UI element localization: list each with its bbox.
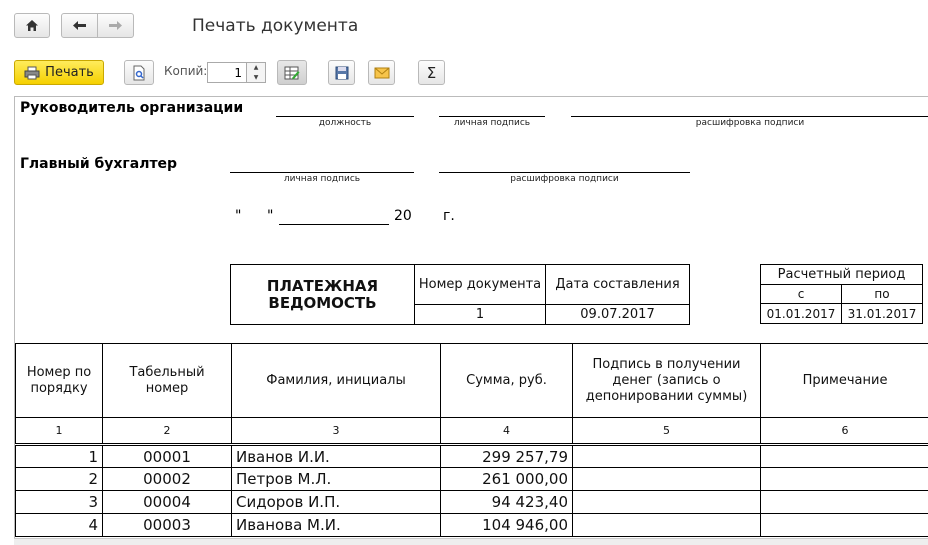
row-sum: 261 000,00 xyxy=(440,467,573,491)
row-name: Петров М.Л. xyxy=(231,467,441,491)
back-button[interactable] xyxy=(61,13,98,38)
row-sum: 104 946,00 xyxy=(440,513,573,537)
chief-decoding-line xyxy=(439,172,690,173)
row-signature xyxy=(572,467,761,491)
period-from-value: 01.01.2017 xyxy=(760,303,842,324)
caption-chief-signature: личная подпись xyxy=(283,174,361,184)
window-title: Печать документа xyxy=(192,16,359,36)
sum-button[interactable] xyxy=(418,60,445,85)
col-number-1: 1 xyxy=(15,417,103,444)
date-value: 09.07.2017 xyxy=(545,304,690,325)
head-decoding-line xyxy=(571,116,928,117)
row-tab: 00002 xyxy=(102,467,232,491)
date-label: Дата составления xyxy=(545,264,690,305)
col-header-2: Табельный номер xyxy=(102,343,232,418)
header-title: ПЛАТЕЖНАЯ ВЕДОМОСТЬ xyxy=(230,264,415,325)
floppy-disk-icon xyxy=(335,66,349,80)
print-button-label: Печать xyxy=(45,65,94,80)
row-tab: 00003 xyxy=(102,513,232,537)
col-number-2: 2 xyxy=(102,417,232,444)
caption-head-decoding: расшифровка подписи xyxy=(695,118,805,128)
printer-icon xyxy=(24,66,40,80)
col-header-6: Примечание xyxy=(760,343,928,418)
head-position-line xyxy=(276,116,414,117)
period-to-label: по xyxy=(841,284,923,304)
caption-chief-decoding: расшифровка подписи xyxy=(510,174,619,184)
row-note xyxy=(760,467,928,491)
row-name: Сидоров И.П. xyxy=(231,490,441,514)
row-signature xyxy=(572,490,761,514)
date-quote-close: " xyxy=(267,208,274,224)
doc-number-value: 1 xyxy=(414,304,546,325)
caption-position: должность xyxy=(318,118,372,128)
preview-button[interactable] xyxy=(124,60,154,85)
copies-stepper[interactable] xyxy=(247,62,266,83)
col-number-4: 4 xyxy=(440,417,573,444)
stepper-up-icon[interactable]: ▲ xyxy=(253,64,259,72)
row-name: Иванов И.И. xyxy=(231,445,441,468)
copies-input[interactable] xyxy=(207,62,247,83)
table-edit-icon xyxy=(284,65,300,81)
col-header-1: Номер по порядку xyxy=(15,343,103,418)
home-icon xyxy=(25,19,39,32)
row-sum: 94 423,40 xyxy=(440,490,573,514)
caption-head-signature: личная подпись xyxy=(453,118,531,128)
save-button[interactable] xyxy=(328,60,355,85)
period-from-label: с xyxy=(760,284,842,304)
col-number-6: 6 xyxy=(760,417,928,444)
forward-button[interactable] xyxy=(97,13,134,38)
period-label: Расчетный период xyxy=(760,264,923,285)
col-number-3: 3 xyxy=(231,417,441,444)
arrow-right-icon xyxy=(108,20,123,31)
row-note xyxy=(760,490,928,514)
stepper-down-icon[interactable]: ▼ xyxy=(253,73,259,81)
document-area[interactable] xyxy=(14,96,928,544)
date-quote-open: " xyxy=(235,208,242,224)
arrow-left-icon xyxy=(72,20,87,31)
col-header-5: Подпись в получении денег (запись о депонировании суммы) xyxy=(572,343,761,418)
row-note xyxy=(760,513,928,537)
doc-number-label: Номер документа xyxy=(414,264,546,305)
row-sum: 299 257,79 xyxy=(440,445,573,468)
envelope-icon xyxy=(374,67,390,79)
chief-signature-line xyxy=(230,172,414,173)
page-preview-icon xyxy=(131,65,147,81)
home-button[interactable] xyxy=(14,13,50,38)
row-signature xyxy=(572,445,761,468)
row-signature xyxy=(572,513,761,537)
send-email-button[interactable] xyxy=(368,60,395,85)
row-name: Иванова М.И. xyxy=(231,513,441,537)
chief-accountant-label: Главный бухгалтер xyxy=(20,156,178,172)
row-tab: 00004 xyxy=(102,490,232,514)
sigma-icon: Σ xyxy=(426,63,437,82)
row-note xyxy=(760,445,928,468)
head-signature-line xyxy=(439,116,545,117)
date-year-prefix: 20 xyxy=(394,208,412,224)
date-year-suffix: г. xyxy=(443,208,455,224)
row-num: 3 xyxy=(15,490,103,514)
head-label: Руководитель организации xyxy=(20,100,244,116)
date-month-line xyxy=(279,224,389,225)
row-tab: 00001 xyxy=(102,445,232,468)
edit-toggle-button[interactable] xyxy=(277,60,307,85)
row-num: 2 xyxy=(15,467,103,491)
period-to-value: 31.01.2017 xyxy=(841,303,923,324)
col-number-5: 5 xyxy=(572,417,761,444)
copies-label: Копий: xyxy=(164,64,208,78)
print-button[interactable] xyxy=(14,60,104,85)
row-num: 1 xyxy=(15,445,103,468)
row-num: 4 xyxy=(15,513,103,537)
col-header-4: Сумма, руб. xyxy=(440,343,573,418)
col-header-3: Фамилия, инициалы xyxy=(231,343,441,418)
